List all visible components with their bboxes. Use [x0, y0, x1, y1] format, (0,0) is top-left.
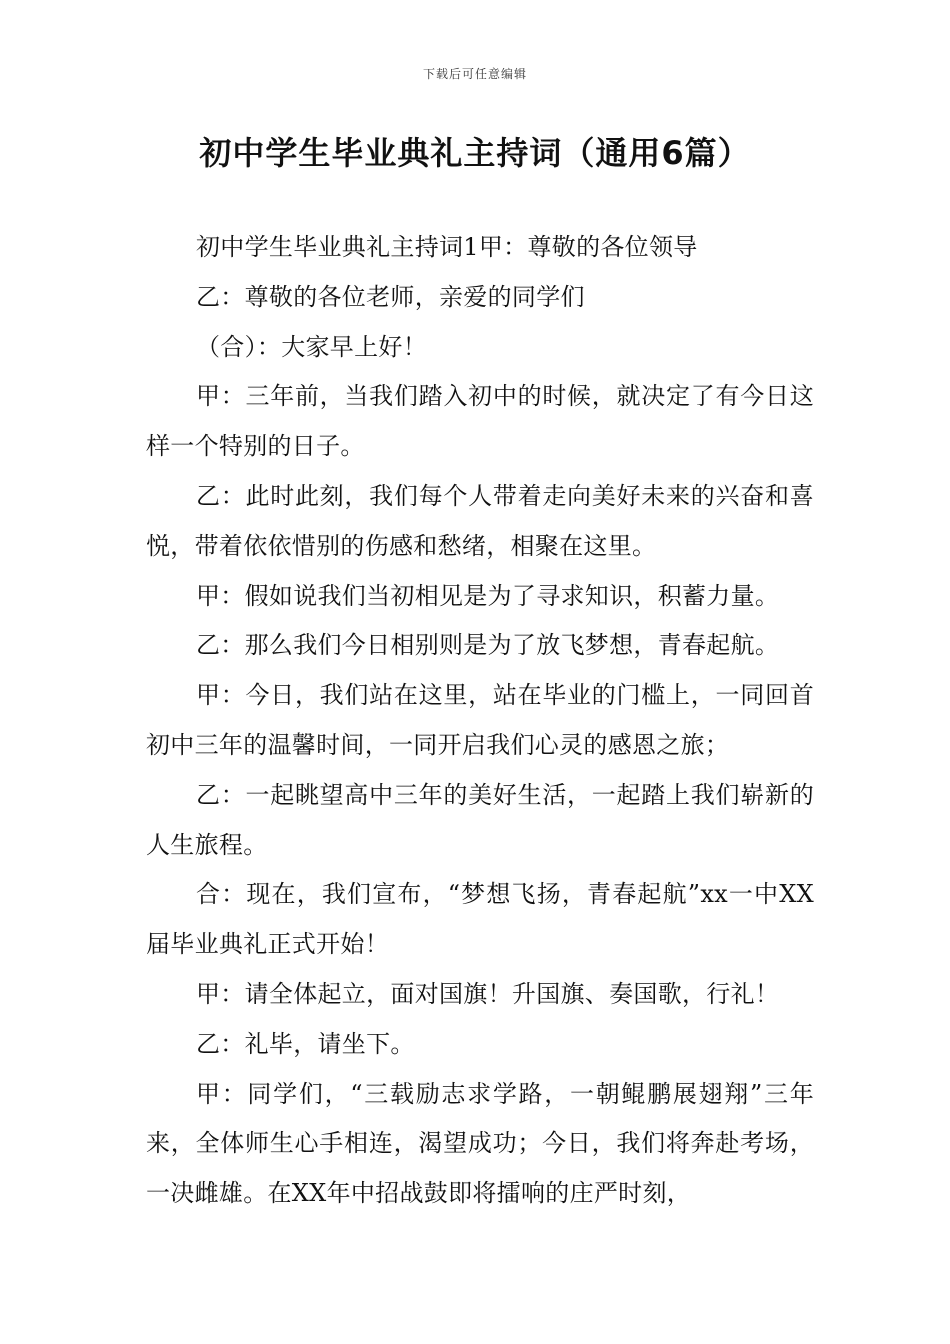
document-body	[146, 223, 814, 1219]
header-note: 下载后可任意编辑	[422, 67, 527, 81]
paragraph: 初中学生毕业典礼主持词1甲：尊敬的各位领导	[196, 233, 698, 261]
paragraph: 合：现在，我们宣布，“梦想飞扬，青春起航”xx一中XX届毕业典礼正式开始！	[146, 880, 814, 959]
paragraph: 乙：一起眺望高中三年的美好生活，一起踏上我们崭新的人生旅程。	[146, 780, 814, 859]
paragraph: 乙：尊敬的各位老师，亲爱的同学们	[196, 282, 585, 311]
paragraph: 乙：礼毕，请坐下。	[196, 1029, 415, 1058]
paragraph: 甲：今日，我们站在这里，站在毕业的门槛上，一同回首初中三年的温馨时间，一同开启我们心灵的感恩之旅；	[146, 681, 814, 759]
paragraph: 乙：此时此刻，我们每个人带着走向美好未来的兴奋和喜悦，带着依依惜别的伤感和愁绪，相聚在这里。	[146, 481, 814, 560]
paragraph: 乙：那么我们今日相别则是为了放飞梦想，青春起航。	[196, 631, 780, 660]
paragraph: 甲：三年前，当我们踏入初中的时候，就决定了有今日这样一个特别的日子。	[146, 382, 814, 461]
paragraph: 甲：同学们，“三载励志求学路，一朝鲲鹏展翅翔”三年来，全体师生心手相连，渴望成功；今日，我们将奔赴考场，一决雌雄。在XX年中招战鼓即将擂响的庄严时刻，	[146, 1079, 814, 1208]
document-title: 初中学生毕业典礼主持词（通用6篇）	[199, 134, 751, 172]
paragraph: （合）：大家早上好！	[196, 332, 427, 361]
paragraph: 甲：假如说我们当初相见是为了寻求知识，积蓄力量。	[196, 581, 780, 610]
paragraph: 甲：请全体起立，面对国旗！升国旗、奏国歌，行礼！	[196, 979, 780, 1008]
